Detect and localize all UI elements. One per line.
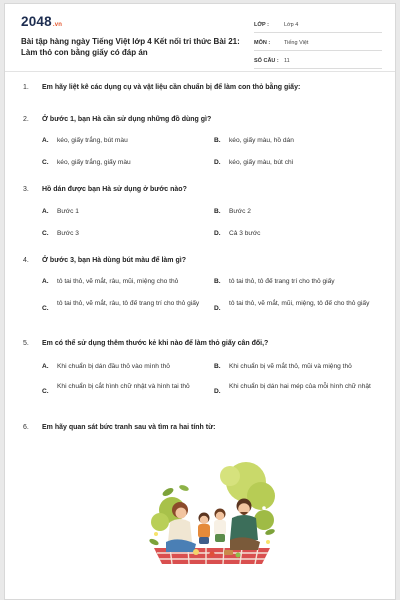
question-number: 5. — [23, 340, 29, 347]
question-text: Ở bước 3, bạn Hà dùng bút màu để làm gì? — [42, 257, 186, 264]
option-letter: A. — [42, 278, 49, 285]
option-text: Cả 3 bước — [229, 230, 261, 237]
question-number: 1. — [23, 84, 29, 91]
option-text: Khi chuẩn bị dán hai mép của mỗi hình chữ nhật — [229, 383, 371, 390]
question-number: 2. — [23, 116, 29, 123]
question-text: Em hãy liệt kê các dụng cụ và vật liệu cần chuẩn bị để làm con thỏ bằng giấy: — [42, 84, 301, 91]
meta-info — [254, 17, 382, 71]
option-text: tô tai thỏ, tô đế trang trí cho thỏ giấy — [229, 278, 335, 285]
family-picnic-illustration — [146, 460, 278, 565]
question-text: Em có thể sử dụng thêm thước kẻ khi nào để làm thỏ giấy cân đối,? — [42, 340, 269, 347]
logo-suffix: .vn — [52, 22, 63, 28]
question-number: 3. — [23, 186, 29, 193]
question-number: 4. — [23, 257, 29, 264]
meta-label: LỚP : — [254, 21, 269, 28]
option-letter: C. — [42, 388, 49, 395]
document-title: Bài tập hàng ngày Tiếng Việt lớp 4 Kết nối tri thức Bài 21: Làm thỏ con bằng giấy có đáp án — [21, 37, 240, 57]
option-letter: B. — [214, 208, 221, 215]
meta-label: MÔN : — [254, 39, 271, 46]
option-text: Khi chuẩn bị vẽ mắt thỏ, mũi và miệng thỏ — [229, 363, 352, 370]
worksheet-header — [5, 4, 395, 72]
meta-value: Lớp 4 — [284, 21, 299, 28]
meta-label: SỐ CÂU : — [254, 57, 279, 64]
question-text: Ở bước 1, bạn Hà cần sử dụng những đồ dùng gì? — [42, 116, 212, 123]
option-letter: D. — [214, 388, 221, 395]
option-letter: C. — [42, 159, 49, 166]
option-letter: D. — [214, 159, 221, 166]
meta-value: 11 — [284, 57, 290, 64]
option-letter: D. — [214, 305, 221, 312]
option-letter: C. — [42, 305, 49, 312]
option-letter: B. — [214, 278, 221, 285]
meta-value: Tiếng Việt — [284, 39, 309, 46]
question-number: 6. — [23, 424, 29, 431]
option-text: kéo, giấy màu, hồ dán — [229, 137, 294, 144]
option-text: kéo, giấy trắng, bút màu — [57, 137, 128, 144]
option-text: tô tai thỏ, vẽ mắt, râu, mũi, miệng cho thỏ — [57, 278, 179, 285]
option-letter: D. — [214, 230, 221, 237]
option-text: tô tai thỏ, vẽ mắt, mũi, miệng, tô đế cho thỏ giấy — [229, 300, 370, 307]
question-text: Em hãy quan sát bức tranh sau và tìm ra hai tính từ: — [42, 424, 216, 431]
meta-row-class — [254, 17, 382, 33]
option-letter: C. — [42, 230, 49, 237]
option-letter: A. — [42, 137, 49, 144]
option-text: kéo, giấy màu, bút chì — [229, 159, 294, 166]
option-text: Khi chuẩn bị dán đầu thỏ vào mình thỏ — [57, 363, 170, 370]
logo-number: 2048 — [21, 14, 52, 29]
site-logo[interactable] — [21, 14, 62, 29]
option-text: Bước 1 — [57, 208, 79, 215]
option-letter: A. — [42, 363, 49, 370]
option-letter: B. — [214, 137, 221, 144]
meta-row-subject — [254, 35, 382, 51]
worksheet-page — [4, 3, 396, 600]
option-letter: A. — [42, 208, 49, 215]
option-text: Bước 2 — [229, 208, 251, 215]
option-text: kéo, giấy trắng, giấy màu — [57, 159, 131, 166]
question-text: Hồ dán được bạn Hà sử dụng ở bước nào? — [42, 186, 187, 193]
option-letter: B. — [214, 363, 221, 370]
meta-row-count — [254, 53, 382, 69]
option-text: tô tai thỏ, vẽ mắt, râu, tô đế trang trí cho thỏ giấy — [57, 300, 200, 307]
option-text: Khi chuẩn bị cắt hình chữ nhật và hình tai thỏ — [57, 383, 190, 390]
option-text: Bước 3 — [57, 230, 79, 237]
